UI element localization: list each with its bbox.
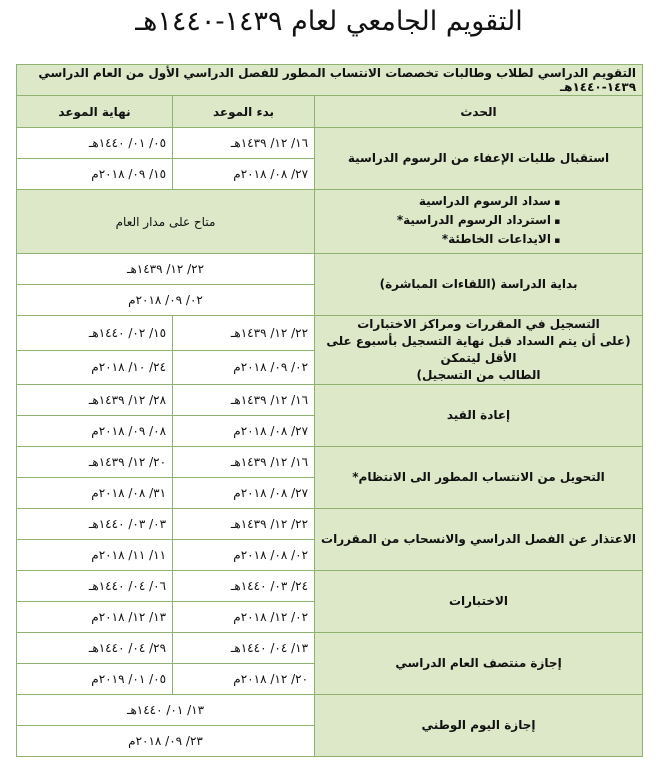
event-cell: استقبال طلبات الإعفاء من الرسوم الدراسية	[315, 128, 643, 190]
start-date-hijri: ٢٢/ ١٢/ ١٤٣٩هـ	[173, 509, 315, 540]
event-cell: التحويل من الانتساب المطور الى الانتظام*	[315, 447, 643, 509]
table-row	[17, 385, 643, 416]
span-date-hijri: ٢٢/ ١٢/ ١٤٣٩هـ	[17, 254, 315, 285]
table-row	[17, 509, 643, 540]
event-line: (على أن يتم السداد قبل نهاية التسجيل بأسبوع على الأقل ليتمكن	[326, 334, 631, 365]
end-date-gregorian: ٢٤/ ١٠/ ٢٠١٨م	[17, 350, 173, 385]
event-cell: الاختبارات	[315, 571, 643, 633]
start-date-hijri: ١٦/ ١٢/ ١٤٣٩هـ	[173, 385, 315, 416]
event-bullet-list	[397, 193, 560, 250]
table-row	[17, 190, 643, 254]
start-date-gregorian: ٢٧/ ٠٨/ ٢٠١٨م	[173, 416, 315, 447]
end-date-hijri: ٠٥/ ٠١/ ١٤٤٠هـ	[17, 128, 173, 159]
start-date-hijri: ١٣/ ٠٤/ ١٤٤٠هـ	[173, 633, 315, 664]
event-cell	[315, 316, 643, 385]
event-line: التسجيل في المقررات ومراكز الاختبارات	[357, 317, 600, 331]
event-cell: الاعتذار عن الفصل الدراسي والانسحاب من المقررات	[315, 509, 643, 571]
start-date-gregorian: ٢٠/ ١٢/ ٢٠١٨م	[173, 664, 315, 695]
end-date-gregorian: ٠٨/ ٠٩/ ٢٠١٨م	[17, 416, 173, 447]
table-row	[17, 695, 643, 726]
table-row	[17, 571, 643, 602]
start-date-hijri: ٢٢/ ١٢/ ١٤٣٩هـ	[173, 316, 315, 351]
start-date-gregorian: ٠٢/ ١٢/ ٢٠١٨م	[173, 602, 315, 633]
start-date-gregorian: ٠٢/ ٠٩/ ٢٠١٨م	[173, 350, 315, 385]
end-date-gregorian: ١٥/ ٠٩/ ٢٠١٨م	[17, 159, 173, 190]
start-date-hijri: ١٦/ ١٢/ ١٤٣٩هـ	[173, 447, 315, 478]
end-date-hijri: ٢٨/ ١٢/ ١٤٣٩هـ	[17, 385, 173, 416]
span-date-hijri: ١٣/ ٠١/ ١٤٤٠هـ	[17, 695, 315, 726]
list-item: ▪ سداد الرسوم الدراسية	[397, 193, 560, 212]
span-date-gregorian: ٠٢/ ٠٩/ ٢٠١٨م	[17, 285, 315, 316]
event-line: الطالب من التسجيل)	[416, 368, 541, 382]
start-date-hijri: ٢٤/ ٠٣/ ١٤٤٠هـ	[173, 571, 315, 602]
start-date-gregorian: ٠٢/ ٠٨/ ٢٠١٨م	[173, 540, 315, 571]
availability-cell: متاح على مدار العام	[17, 190, 315, 254]
end-date-gregorian: ١١/ ١١/ ٢٠١٨م	[17, 540, 173, 571]
event-cell: إجازة اليوم الوطني	[315, 695, 643, 757]
table-row	[17, 316, 643, 351]
start-date-gregorian: ٢٧/ ٠٨/ ٢٠١٨م	[173, 478, 315, 509]
table-caption-row	[17, 65, 643, 96]
end-date-gregorian: ٣١/ ٠٨/ ٢٠١٨م	[17, 478, 173, 509]
list-item: ▪ استرداد الرسوم الدراسية*	[397, 212, 560, 231]
list-item: ▪ الايداعات الخاطئة*	[397, 231, 560, 250]
end-date-hijri: ٠٣/ ٠٣/ ١٤٤٠هـ	[17, 509, 173, 540]
page-title: التقويم الجامعي لعام ١٤٣٩-١٤٤٠هـ	[135, 6, 523, 37]
event-cell: إجازة منتصف العام الدراسي	[315, 633, 643, 695]
end-date-hijri: ٢٠/ ١٢/ ١٤٣٩هـ	[17, 447, 173, 478]
start-date-hijri: ١٦/ ١٢/ ١٤٣٩هـ	[173, 128, 315, 159]
table-caption: التقويم الدراسي لطلاب وطالبات تخصصات الانتساب المطور للفصل الدراسي الأول من العام الدراسي ١٤٣٩-١٤٤٠هـ	[17, 65, 643, 96]
table-row	[17, 254, 643, 285]
table-row	[17, 447, 643, 478]
end-date-gregorian: ١٣/ ١٢/ ٢٠١٨م	[17, 602, 173, 633]
table-row	[17, 128, 643, 159]
column-header-row	[17, 96, 643, 128]
table-row	[17, 633, 643, 664]
column-header-end: نهاية الموعد	[17, 96, 173, 128]
span-date-gregorian: ٢٣/ ٠٩/ ٢٠١٨م	[17, 726, 315, 757]
column-header-event: الحدث	[315, 96, 643, 128]
end-date-hijri: ٠٦/ ٠٤/ ١٤٤٠هـ	[17, 571, 173, 602]
event-cell: بداية الدراسة (اللقاءات المباشرة)	[315, 254, 643, 316]
start-date-gregorian: ٢٧/ ٠٨/ ٢٠١٨م	[173, 159, 315, 190]
end-date-gregorian: ٠٥/ ٠١/ ٢٠١٩م	[17, 664, 173, 695]
academic-calendar-table	[16, 64, 643, 757]
end-date-hijri: ١٥/ ٠٢/ ١٤٤٠هـ	[17, 316, 173, 351]
end-date-hijri: ٢٩/ ٠٤/ ١٤٤٠هـ	[17, 633, 173, 664]
event-cell	[315, 190, 643, 254]
column-header-start: بدء الموعد	[173, 96, 315, 128]
event-cell: إعادة القيد	[315, 385, 643, 447]
